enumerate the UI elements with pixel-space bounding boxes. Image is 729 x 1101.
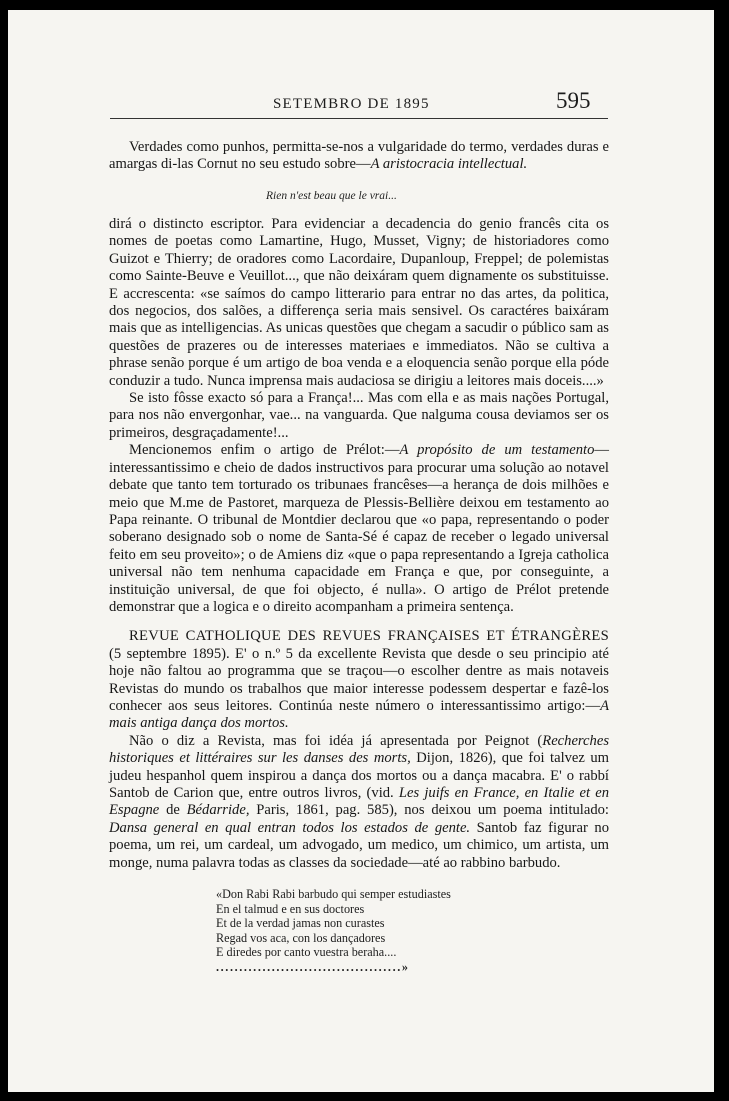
page-number: 595 [556, 88, 591, 113]
body-text [109, 216, 609, 872]
section-title: REVUE CATHOLIQUE DES REVUES FRANÇAISES ET ÉTRANGÈRES [129, 628, 609, 645]
paragraph-5-italic-1: Recherches historiques et littéraires sur les danses des morts, [109, 732, 609, 767]
header-rule [110, 118, 608, 119]
paragraph-3-title: A propósito de um testamento [399, 442, 595, 459]
page-header [8, 86, 714, 116]
paragraph-5-italic-3: Bédarride, [186, 802, 250, 819]
paragraph-5-italic-2: Les juifs en France, en Italie et en Espagne [109, 785, 609, 819]
section-body: (5 septembre 1895). E' o n.º 5 da excellente Revista que desde o seu principio até hoje não faltou ao programma que se traçou—o escolher dentre as mais notaveis Revistas do mundo os trabalhos que maior interesse podessem despertar e fazê-los conhecer aos seus leitores. Continúa neste número o interessantissimo artigo:— [109, 645, 609, 714]
paragraph-5-d: Paris, 1861, pag. 585), nos deixou um poema intitulado: [249, 802, 609, 819]
paragraph-5-b: Dijon, 1826), que foi talvez um judeu hespanhol quem inspirou a dança dos mortos ou a dança macabra. E' o rabbí Santob de Carion que, entre outros livros, (vid. [109, 750, 610, 801]
running-title: SETEMBRO DE 1895 [273, 96, 430, 112]
paragraph-1: dirá o distincto escriptor. Para evidenciar a decadencia do genio francês cita os nomes de poetas como Lamartine, Hugo, Musset, Vigny; de historiadores como Guizot e Thierry; de oradores como Lacordaire, Dupanloup, Freppel; de polemistas como Sainte-Beuve e Veuillot..., que não deixáram quem dignamente os substituisse. E accrescenta: «se saímos do campo litterario para entrar no das artes, da politica, dos negocios, dos salões, a differença seria mais sensivel. Os caractéres baixáram mais que as intelligencias. As unicas questões que chegam a sacudir o público sam as questões de prazeres ou de interesses materiaes e immediatos. Não se cultiva a phrase senão porque é um artigo de boa venda e a eloquencia senão porque ella póde conduzir a tudo. Nunca imprensa mais audaciosa se dirigiu a leitores mais doceis....» [109, 216, 609, 389]
verse-line: E diredes por canto vuestra beraha.... [216, 945, 397, 960]
verse-ellipsis-line: ........................................» [216, 959, 410, 974]
document-page [8, 10, 714, 1092]
verse-line: Regad vos aca, con los dançadores [216, 930, 386, 945]
verse-line: «Don Rabi Rabi barbudo qui semper estudiastes [216, 887, 451, 901]
intro-text [109, 139, 609, 174]
paragraph-3-lead: Mencionemos enfim o artigo de Prélot:— [129, 442, 400, 459]
epigraph: Rien n'est beau que le vrai... [266, 190, 397, 202]
section-revue-catholique [109, 628, 609, 732]
paragraph-5-a: Não o diz a Revista, mas foi idéa já apresentada por Peignot ( [129, 732, 543, 749]
paragraph-5-c: de [159, 802, 187, 819]
verse-line: Et de la verdad jamas non curastes [216, 916, 385, 931]
intro-title-italic: A aristocracia intellectual. [370, 156, 528, 173]
intro-text-lead: Verdades como punhos, permitta-se-nos a vulgaridade do termo, verdades duras e amargas di-las Cornut no seu estudo sobre— [109, 139, 609, 173]
paragraph-3-body: —interessantissimo e cheio de dados instructivos para procurar uma solução ao notavel debate que tanto tem torturado os tribunaes francêses—a herança de dois milhões e meio que M.me de Pastoret, marqueza de Plessis-Bellière deixou em testamento ao Papa reinante. O tribunal de Montdier declarou que «o papa, representando o poder soberano designado sob o nome de Santa-Sé é capaz de receber o legado universal feito em seu proveito»; o de Amiens diz «que o papa representando a Igreja catholica universal não tem nenhuma capacidade em França e que, por conseguinte, a instituição universal, de que foi objecto, é nulla». O artigo de Prélot pretende demonstrar que a logica e o direito acompanham a primeira sentença. [109, 442, 609, 615]
paragraph-5-italic-4: Dansa general en qual entran todos los estados de gente. [109, 819, 471, 836]
paragraph-5 [109, 733, 609, 872]
verse-line: En el talmud e en sus doctores [216, 901, 365, 916]
verse-quote [216, 887, 451, 975]
section-article-title: A mais antiga dança dos mortos. [109, 697, 609, 732]
paragraph-5-e: Santob faz figurar no poema, um rei, um cardeal, um advogado, um medico, um chimico, um artista, um monge, numa palavra todas as classes da sociedade—até ao rabbino barbudo. [109, 819, 609, 871]
intro-paragraph [109, 139, 609, 174]
paragraph-2: Se isto fôsse exacto só para a França!... Mas com ella e as mais nações Portugal, para nos não envergonhar, vae... na vanguarda. Que nalguma cousa deviamos ser os primeiros, desgraçadamente!... [109, 390, 609, 441]
paragraph-3 [109, 442, 609, 616]
